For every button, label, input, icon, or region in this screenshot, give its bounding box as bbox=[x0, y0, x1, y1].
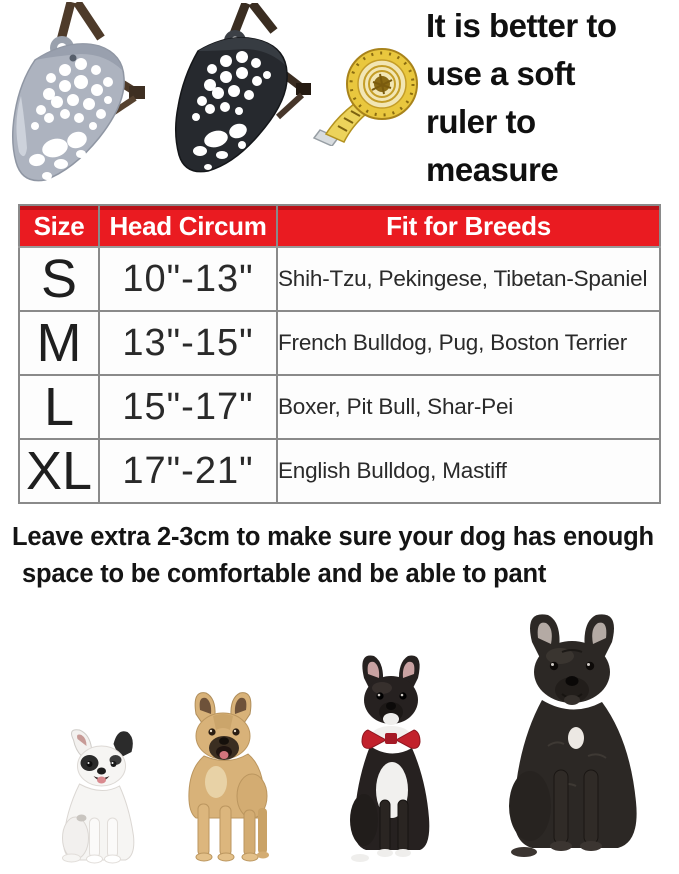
fit-note-line: space to be comfortable and be able to pant bbox=[22, 560, 547, 588]
circum-cell: 10"-13" bbox=[99, 247, 277, 311]
size-cell: L bbox=[19, 375, 99, 439]
col-header-size: Size bbox=[19, 205, 99, 247]
fit-note bbox=[12, 519, 679, 593]
table-row bbox=[19, 375, 660, 439]
gray-muzzle-image bbox=[5, 2, 155, 194]
size-chart-table bbox=[18, 204, 661, 504]
headline-line: measure bbox=[426, 151, 559, 188]
col-header-head-circum: Head Circum bbox=[99, 205, 277, 247]
headline-line: It is better to bbox=[426, 7, 617, 44]
dog-photo-fawn-medium bbox=[168, 686, 278, 866]
tape-measure-icon bbox=[310, 38, 425, 146]
headline bbox=[426, 2, 679, 194]
circum-cell: 15"-17" bbox=[99, 375, 277, 439]
size-cell: M bbox=[19, 311, 99, 375]
dog-photo-white-small bbox=[45, 726, 153, 866]
table-row bbox=[19, 247, 660, 311]
col-header-fit-for-breeds: Fit for Breeds bbox=[277, 205, 660, 247]
table-row bbox=[19, 311, 660, 375]
size-cell: XL bbox=[19, 439, 99, 503]
fit-note-line: Leave extra 2-3cm to make sure your dog has enough bbox=[12, 523, 654, 551]
size-cell: S bbox=[19, 247, 99, 311]
table-row bbox=[19, 439, 660, 503]
black-muzzle-image bbox=[150, 3, 320, 188]
circum-cell: 17"-21" bbox=[99, 439, 277, 503]
dog-photo-black-white-bowtie bbox=[338, 648, 444, 866]
circum-cell: 13"-15" bbox=[99, 311, 277, 375]
breeds-cell: Boxer, Pit Bull, Shar-Pei bbox=[277, 375, 660, 439]
breeds-cell: English Bulldog, Mastiff bbox=[277, 439, 660, 503]
dog-photo-brindle-xl bbox=[488, 606, 656, 866]
headline-line: ruler to bbox=[426, 103, 536, 140]
headline-line: use a soft bbox=[426, 55, 576, 92]
breeds-cell: French Bulldog, Pug, Boston Terrier bbox=[277, 311, 660, 375]
breeds-cell: Shih-Tzu, Pekingese, Tibetan-Spaniel bbox=[277, 247, 660, 311]
table-header-row bbox=[19, 205, 660, 247]
